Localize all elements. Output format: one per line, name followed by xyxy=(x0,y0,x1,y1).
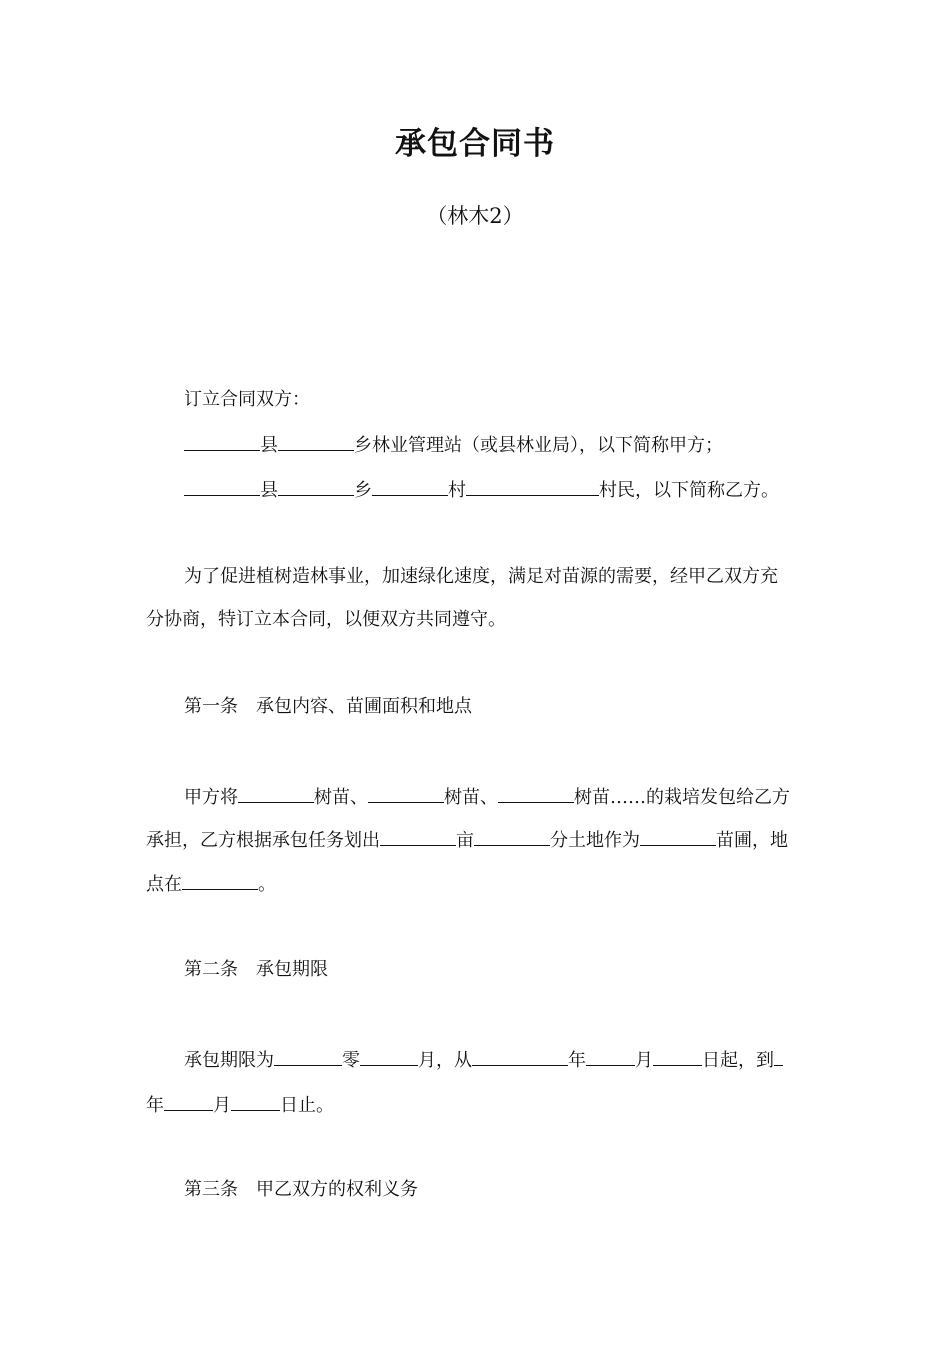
party-b-village: 村 xyxy=(448,480,466,501)
blank-field xyxy=(474,827,550,846)
blank-field xyxy=(184,432,260,451)
blank-field xyxy=(368,784,444,803)
article1-text: 树苗……的栽培发包给乙方 xyxy=(574,787,790,808)
blank-field xyxy=(774,1047,783,1066)
blank-field xyxy=(586,1047,635,1066)
article1-text: 。 xyxy=(258,874,276,895)
article2-text: 承包期限为 xyxy=(184,1050,274,1071)
article2-line-1 xyxy=(184,1047,783,1073)
blank-field xyxy=(182,871,258,890)
article1-line-3 xyxy=(146,871,276,897)
party-a-station: 乡林业管理站（或县林业局），以下简称甲方； xyxy=(354,435,723,456)
parties-heading: 订立合同双方： xyxy=(184,389,310,410)
blank-field xyxy=(238,784,314,803)
article2-text: 日起，到 xyxy=(702,1050,774,1071)
article2-text: 月 xyxy=(213,1095,231,1116)
article1-text: 亩 xyxy=(456,830,474,851)
party-b-county: 县 xyxy=(260,480,278,501)
article3-heading: 第三条 甲乙双方的权利义务 xyxy=(184,1179,418,1200)
blank-field xyxy=(184,477,260,496)
blank-field xyxy=(498,784,574,803)
blank-field xyxy=(278,477,354,496)
article1-text: 承担，乙方根据承包任务划出 xyxy=(146,830,380,851)
article1-text: 苗圃，地 xyxy=(716,830,788,851)
blank-field xyxy=(278,432,354,451)
party-b-line xyxy=(184,477,779,503)
blank-field xyxy=(231,1092,280,1111)
document-title: 承包合同书 xyxy=(395,126,555,162)
blank-field xyxy=(380,827,456,846)
preamble-line-1: 为了促进植树造林事业，加速绿化速度，满足对苗源的需要，经甲乙双方充 xyxy=(184,566,778,587)
blank-field xyxy=(164,1092,213,1111)
article1-line-2 xyxy=(146,827,788,853)
party-a-county: 县 xyxy=(260,435,278,456)
blank-field xyxy=(640,827,716,846)
party-a-line xyxy=(184,432,723,458)
article2-text: 年 xyxy=(146,1095,164,1116)
article1-text: 甲方将 xyxy=(184,787,238,808)
article1-line-1 xyxy=(184,784,790,810)
article2-line-2 xyxy=(146,1092,334,1118)
article1-heading: 第一条 承包内容、苗圃面积和地点 xyxy=(184,696,472,717)
article2-text: 月，从 xyxy=(418,1050,472,1071)
document-subtitle: （林木2） xyxy=(426,204,524,228)
party-b-township: 乡 xyxy=(354,480,372,501)
blank-field xyxy=(360,1047,418,1066)
blank-field xyxy=(466,477,599,496)
article1-text: 树苗、 xyxy=(314,787,368,808)
article2-text: 年 xyxy=(568,1050,586,1071)
party-b-villager: 村民，以下简称乙方。 xyxy=(599,480,779,501)
article1-text: 分土地作为 xyxy=(550,830,640,851)
article2-text: 日止。 xyxy=(280,1095,334,1116)
article2-text: 月 xyxy=(635,1050,653,1071)
blank-field xyxy=(472,1047,568,1066)
article2-heading: 第二条 承包期限 xyxy=(184,959,328,980)
preamble-line-2: 分协商，特订立本合同，以便双方共同遵守。 xyxy=(146,609,506,630)
article1-text: 点在 xyxy=(146,874,182,895)
blank-field xyxy=(274,1047,342,1066)
blank-field xyxy=(653,1047,702,1066)
blank-field xyxy=(372,477,448,496)
article1-text: 树苗、 xyxy=(444,787,498,808)
article2-text: 零 xyxy=(342,1050,360,1071)
